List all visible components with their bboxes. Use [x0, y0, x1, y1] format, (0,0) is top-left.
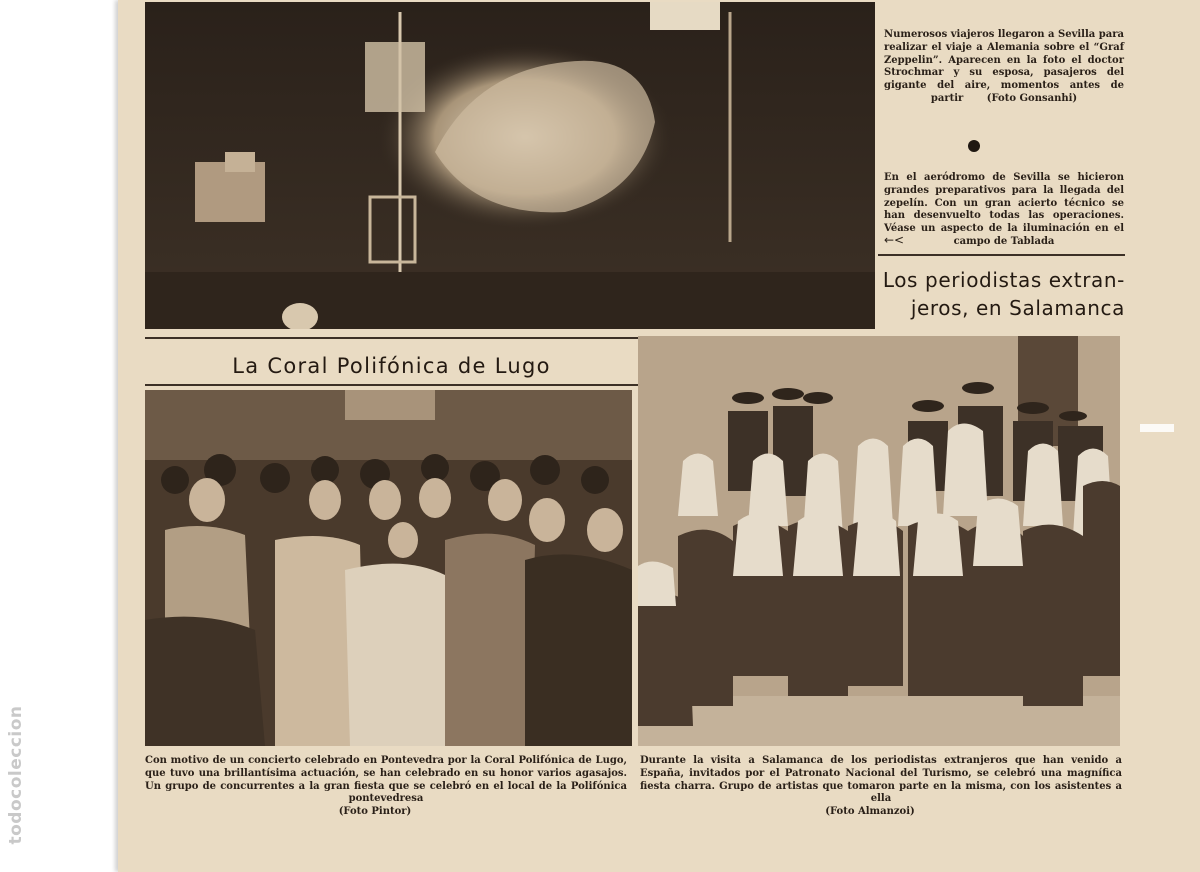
salamanca-heading-line2: jeros, en Salamanca: [910, 296, 1125, 320]
photo-aerodrome-night: [145, 2, 875, 329]
paper-scuff: [1140, 424, 1174, 432]
arrow-pointer-icon: ←<: [884, 233, 905, 247]
credit-salamanca: (Foto Almanzoi): [825, 806, 915, 818]
salamanca-heading-line1: Los periodistas extran-: [882, 268, 1125, 292]
caption-zeppelin-text: Numerosos viajeros llegaron a Sevilla para realizar el viaje a Alemania sobre el “Graf Zeppelin”. Aparecen en la foto el doctor Strochmar y su esposa, pasajeros del gigante del aire, momentos antes de partir: [884, 29, 1124, 104]
lugo-heading-rule-top: [145, 337, 638, 339]
caption-salamanca-text: Durante la visita a Salamanca de los periodistas extranjeros que han venido a España, invitados por el Patronato Nacional del Turismo, se celebró una magnífica fiesta charra. Grupo de artistas que tomaron parte en la misma, con los asistentes a ella: [640, 755, 1122, 805]
watermark-text: todocoleccion: [6, 705, 26, 845]
salamanca-heading-rule: [878, 254, 1125, 256]
lugo-heading-rule-bottom: [145, 384, 638, 386]
photo-salamanca-group: [638, 336, 1120, 746]
caption-zeppelin-passengers: [884, 29, 1124, 106]
section-bullet: [968, 140, 980, 152]
salamanca-heading: [878, 266, 1125, 322]
lugo-heading: La Coral Polifónica de Lugo: [232, 354, 551, 378]
credit-zeppelin: (Foto Gonsanhi): [986, 92, 1078, 104]
caption-lugo-text: Con motivo de un concierto celebrado en Pontevedra por la Coral Polifónica de Lugo, que tuvo una brillantísima actuación, se han celebrado en su honor varios agasajos. Un grupo de concurrentes a la gran fiesta que se celebró en el local de la Polifónica pontevedresa: [145, 755, 627, 805]
watermark: [4, 690, 28, 860]
caption-lugo: [145, 755, 627, 819]
credit-lugo: (Foto Pintor): [338, 806, 412, 818]
caption-salamanca: [640, 755, 1122, 819]
caption-tablada-text: En el aeródromo de Sevilla se hicieron grandes preparativos para la llegada del zepelín. Con un gran acierto técnico se han desenvuelto todas las operaciones. Véase un aspecto de la iluminación en el campo de Tablada: [884, 172, 1124, 247]
photo-coral-polifonica-lugo: [145, 390, 632, 746]
caption-tablada-lighting: [884, 172, 1124, 249]
